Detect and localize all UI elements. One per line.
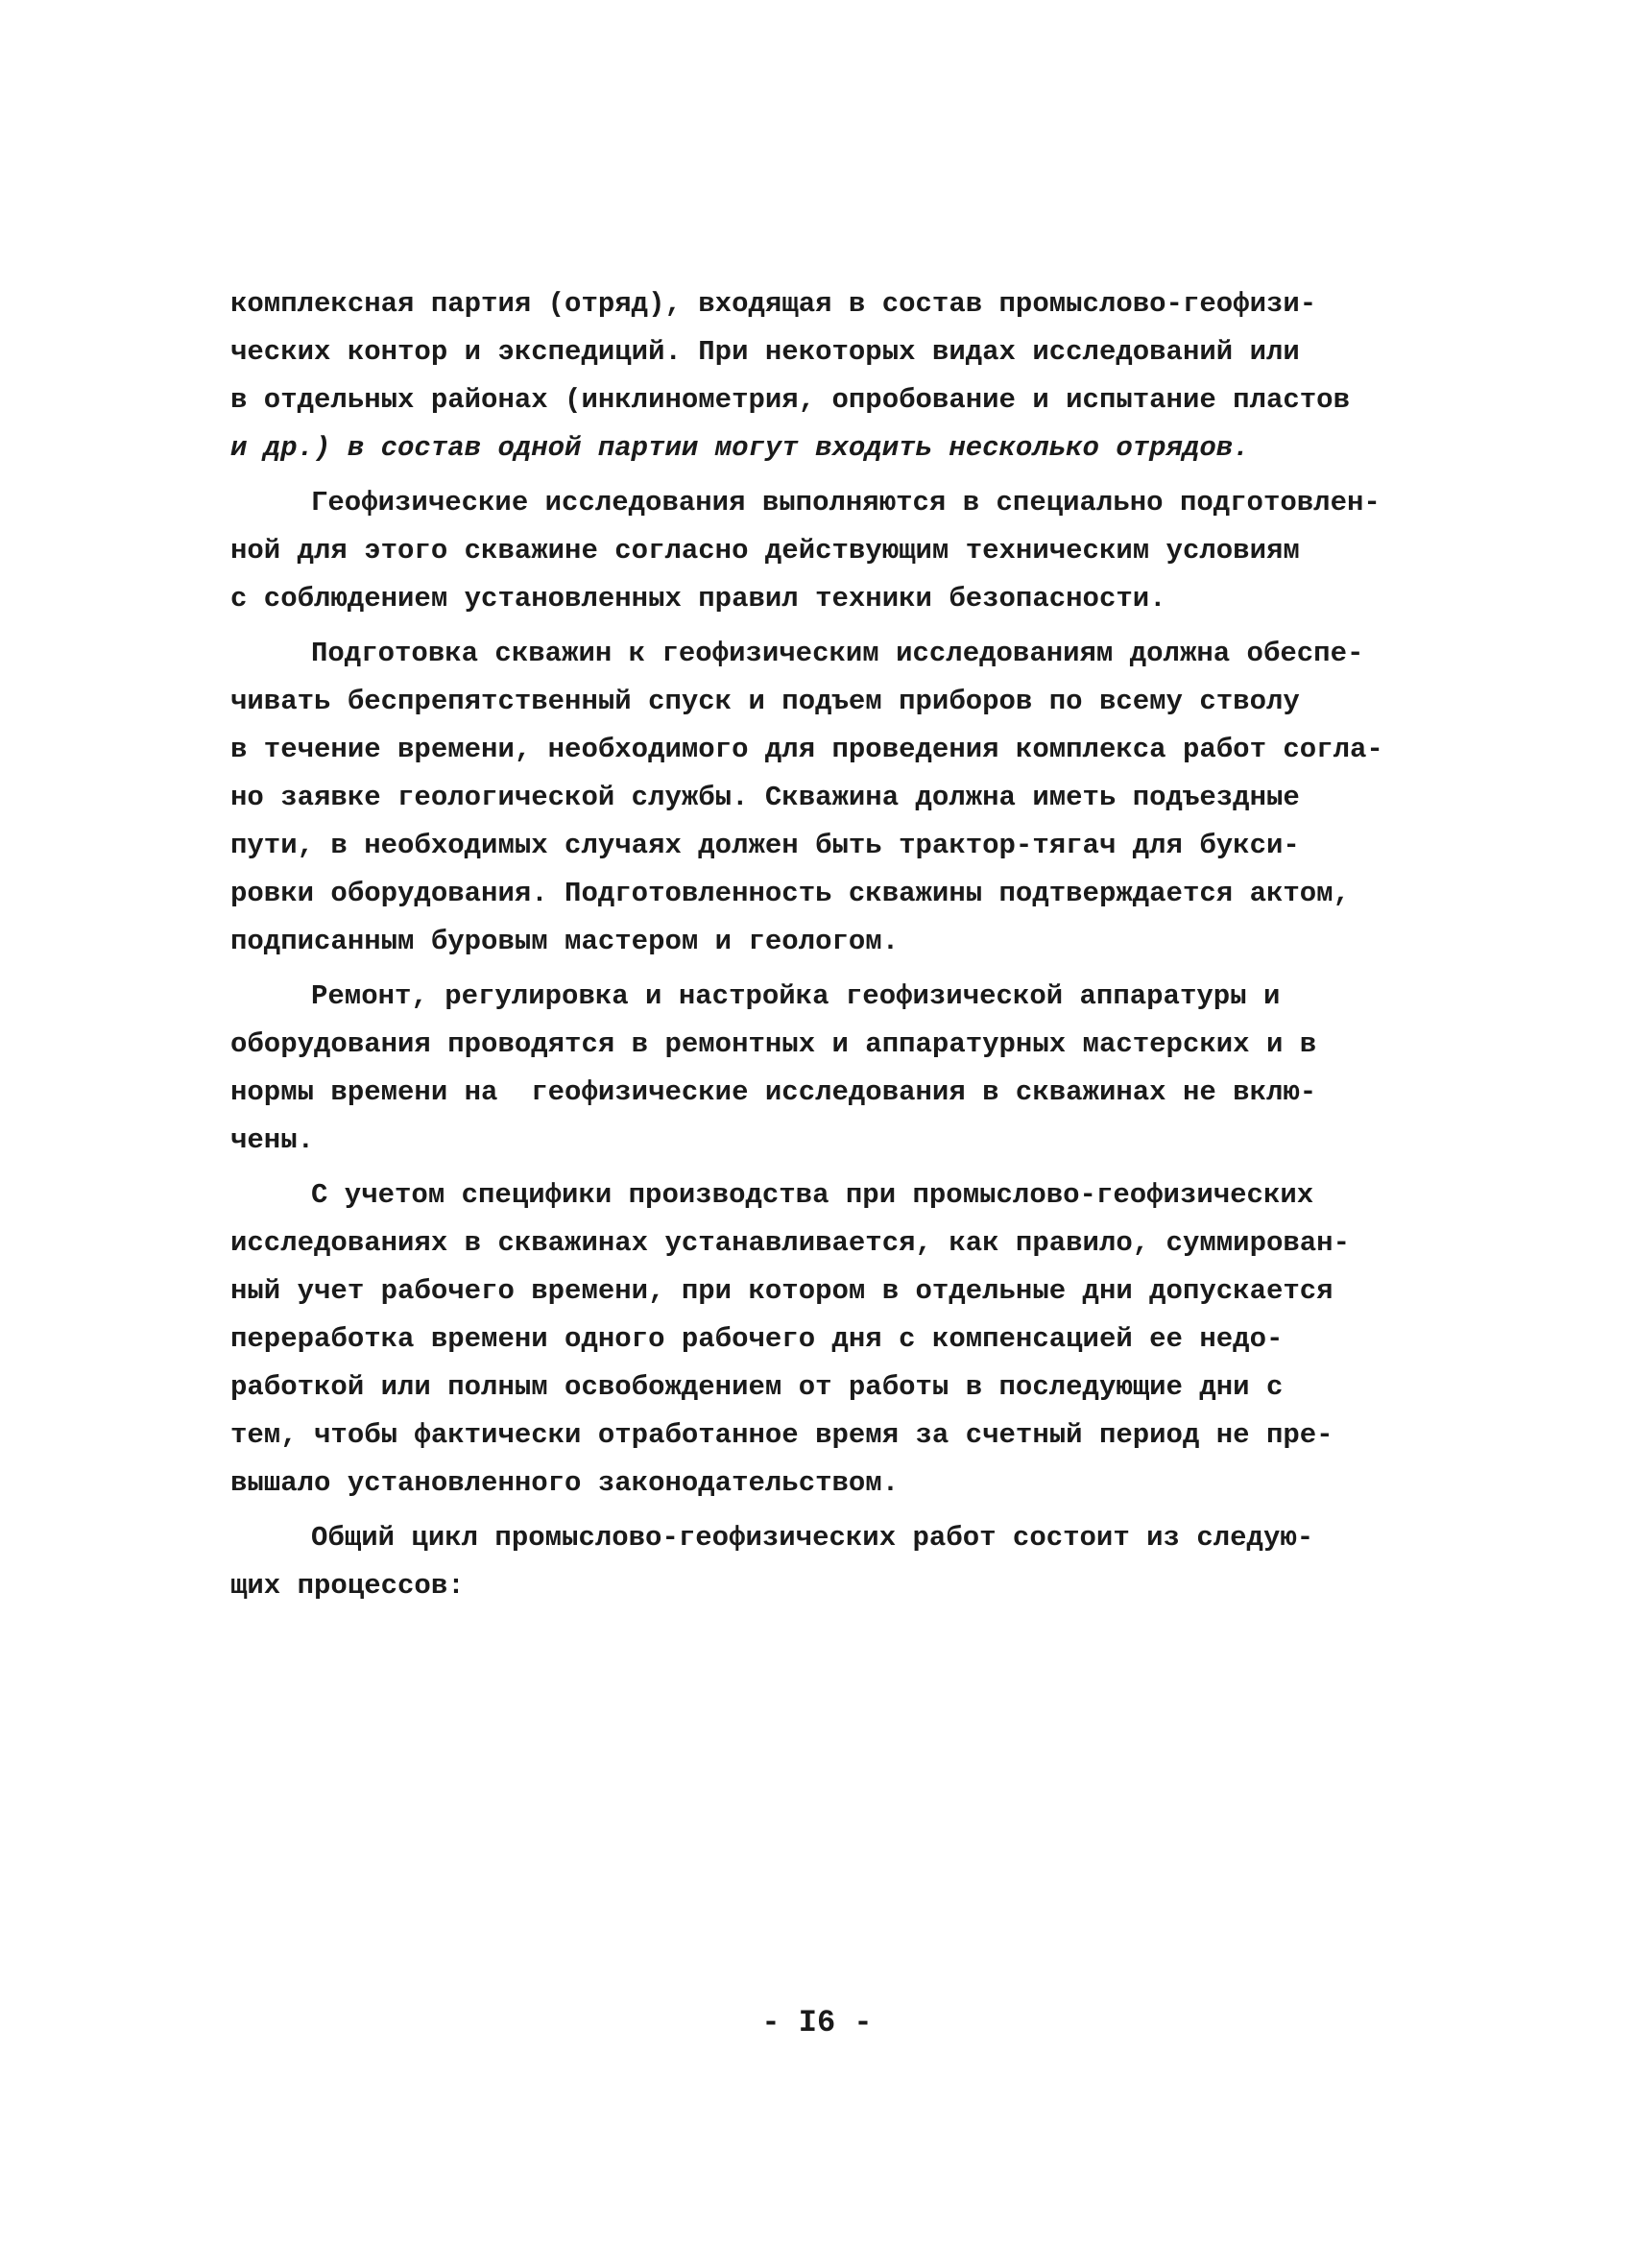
text-line: ческих контор и экспедиций. При некоторых видах исследований или: [230, 336, 1300, 368]
text-line: чивать беспрепятственный спуск и подъем приборов по всему стволу: [230, 686, 1300, 717]
text-line: исследованиях в скважинах устанавливается, как правило, суммирован-: [230, 1227, 1350, 1259]
text-line: чены.: [230, 1124, 315, 1156]
text-line: и др.) в состав одной партии могут входить несколько отрядов.: [230, 432, 1250, 464]
text-line: Подготовка скважин к геофизическим исследованиям должна обеспе-: [311, 638, 1364, 669]
text-line: С учетом специфики производства при промыслово-геофизических: [311, 1179, 1314, 1211]
text-line: вышало установленного законодательством.: [230, 1467, 900, 1499]
text-line: подписанным буровым мастером и геологом.: [230, 926, 900, 957]
text-line: в отдельных районах (инклинометрия, опробование и испытание пластов: [230, 384, 1350, 416]
text-line: в течение времени, необходимого для проведения комплекса работ согла-: [230, 734, 1383, 765]
page-number: - I6 -: [761, 2005, 873, 2040]
text-line: щих процессов:: [230, 1570, 465, 1602]
text-line: пути, в необходимых случаях должен быть трактор-тягач для букси-: [230, 830, 1300, 861]
text-line: Ремонт, регулировка и настройка геофизической аппаратуры и: [311, 980, 1281, 1012]
text-line: переработка времени одного рабочего дня с компенсацией ее недо-: [230, 1323, 1284, 1355]
text-line: Общий цикл промыслово-геофизических работ состоит из следую-: [311, 1522, 1314, 1554]
text-line: Геофизические исследования выполняются в специально подготовлен-: [311, 487, 1381, 519]
text-line: ной для этого скважине согласно действующим техническим условиям: [230, 535, 1300, 567]
text-line: работкой или полным освобождением от работы в последующие дни с: [230, 1371, 1284, 1403]
text-line: оборудования проводятся в ремонтных и аппаратурных мастерских и в: [230, 1028, 1317, 1060]
text-line: комплексная партия (отряд), входящая в состав промыслово-геофизи-: [230, 288, 1317, 320]
text-line: с соблюдением установленных правил техники безопасности.: [230, 583, 1166, 615]
text-line: ный учет рабочего времени, при котором в отдельные дни допускается: [230, 1275, 1334, 1307]
text-line: нормы времени на геофизические исследования в скважинах не вклю-: [230, 1076, 1317, 1108]
text-line: тем, чтобы фактически отработанное время за счетный период не пре-: [230, 1419, 1334, 1451]
text-line: но заявке геологической службы. Скважина должна иметь подъездные: [230, 782, 1300, 813]
body-text: [230, 280, 1421, 1610]
text-line: ровки оборудования. Подготовленность скважины подтверждается актом,: [230, 878, 1350, 909]
